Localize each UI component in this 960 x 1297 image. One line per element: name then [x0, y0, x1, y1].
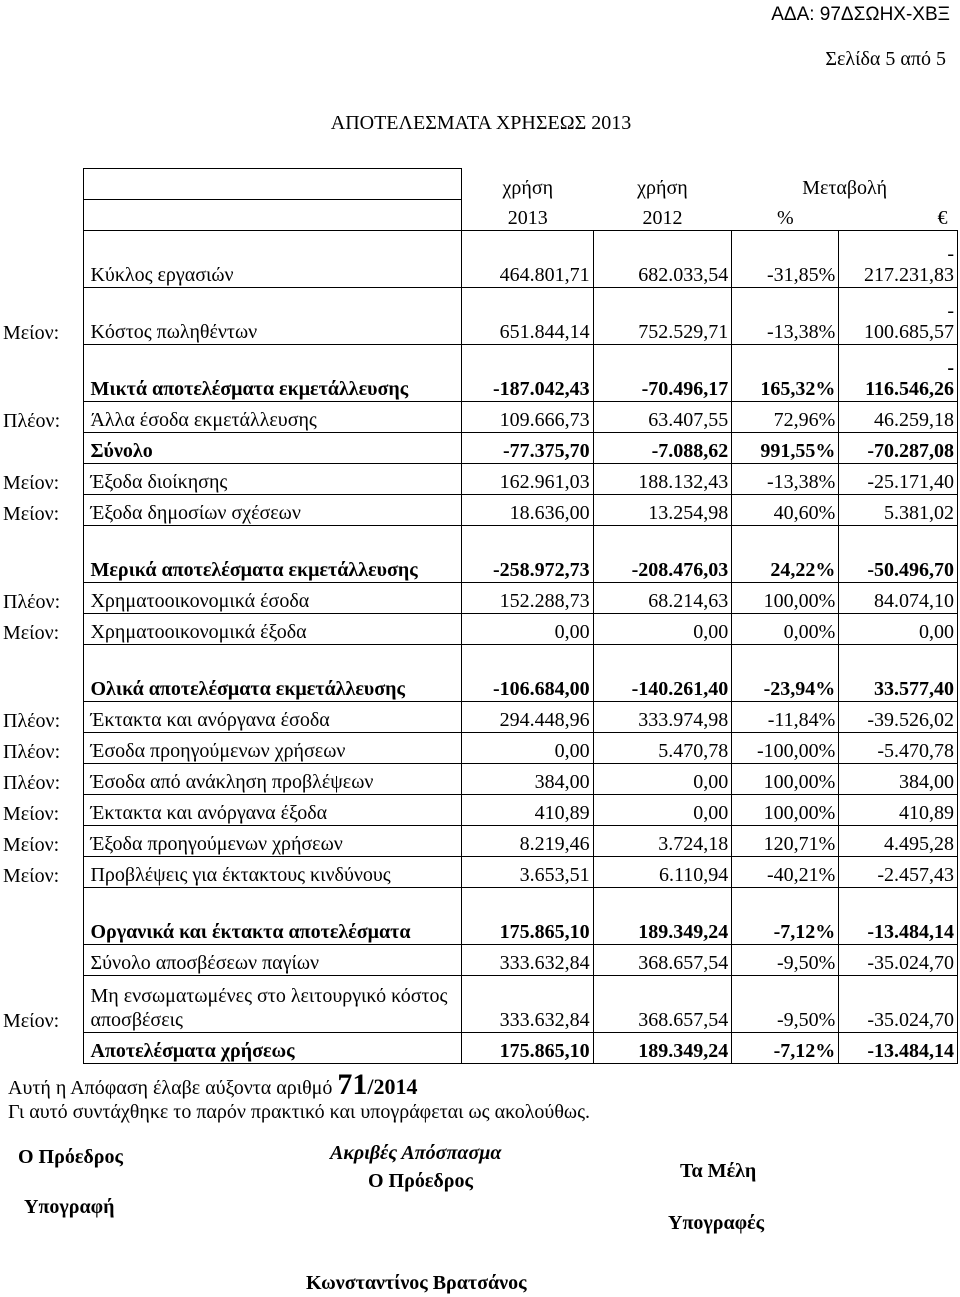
- president-title: Ο Πρόεδρος: [18, 1146, 123, 1168]
- row-description: Έσοδα προηγούμενων χρήσεων: [84, 733, 462, 764]
- table-row: [0, 733, 958, 764]
- change-percent: -9,50%: [732, 945, 839, 976]
- row-label: Πλέον:: [3, 740, 61, 763]
- col-header-eur: €: [937, 207, 948, 229]
- decision-line: Αυτή η Απόφαση έλαβε αύξοντα αριθμό 71/2014: [8, 1068, 418, 1101]
- change-euro: -25.171,40: [839, 464, 958, 495]
- value-2012: -140.261,40: [593, 645, 732, 702]
- change-euro: 410,89: [839, 795, 958, 826]
- value-2012: 752.529,71: [593, 288, 732, 345]
- value-2013: 152.288,73: [462, 583, 593, 614]
- value-2013: 175.865,10: [462, 888, 593, 945]
- president-signature: Υπογραφή: [24, 1196, 115, 1218]
- row-label: [0, 526, 84, 583]
- value-2012: 189.349,24: [593, 888, 732, 945]
- change-percent: 72,96%: [732, 402, 839, 433]
- negative-dash: -: [947, 243, 954, 265]
- table-row: [0, 795, 958, 826]
- value-2012: 68.214,63: [593, 583, 732, 614]
- change-percent: -7,12%: [732, 888, 839, 945]
- value-2012: 5.470,78: [593, 733, 732, 764]
- change-euro: -5.470,78: [839, 733, 958, 764]
- row-label: Μείον:: [3, 1009, 60, 1032]
- row-description: Προβλέψεις για έκτακτους κινδύνους: [84, 857, 462, 888]
- closing-line: Γι αυτό συντάχθηκε το παρόν πρακτικό και υπογράφεται ως ακολούθως.: [8, 1101, 590, 1123]
- negative-dash: -: [947, 357, 954, 379]
- change-euro: - 116.546,26: [839, 345, 958, 402]
- row-label: Μείον:: [3, 321, 60, 344]
- value-2012: 13.254,98: [593, 495, 732, 526]
- row-description: Μικτά αποτελέσματα εκμετάλλευσης: [84, 345, 462, 402]
- value-2012: 6.110,94: [593, 857, 732, 888]
- row-description: Έσοδα από ανάκληση προβλέψεων: [84, 764, 462, 795]
- row-label: Πλέον:: [3, 409, 61, 432]
- value-2012: 0,00: [593, 795, 732, 826]
- table-row: [0, 945, 958, 976]
- document-title: ΑΠΟΤΕΛΕΣΜΑΤΑ ΧΡΗΣΕΩΣ 2013: [330, 112, 632, 134]
- value-2012: 189.349,24: [593, 1033, 732, 1064]
- change-euro: 5.381,02: [839, 495, 958, 526]
- row-description: Έξοδα προηγούμενων χρήσεων: [84, 826, 462, 857]
- change-percent: -9,50%: [732, 976, 839, 1033]
- change-euro: 33.577,40: [839, 645, 958, 702]
- exact-copy-label: Ακριβές Απόσπασμα: [330, 1142, 502, 1164]
- change-euro: -2.457,43: [839, 857, 958, 888]
- table-row: [0, 764, 958, 795]
- page-number: Σελίδα 5 από 5: [825, 48, 946, 70]
- col-header-pct: %: [776, 207, 794, 229]
- row-description: Άλλα έσοδα εκμετάλλευσης: [84, 402, 462, 433]
- table-row: [0, 495, 958, 526]
- value-2013: 18.636,00: [462, 495, 593, 526]
- change-percent: 120,71%: [732, 826, 839, 857]
- decision-year: /2014: [367, 1074, 418, 1099]
- row-label: Πλέον:: [3, 709, 61, 732]
- row-description: Οργανικά και έκτακτα αποτελέσματα: [84, 888, 462, 945]
- row-label: Μείον:: [3, 471, 60, 494]
- value-2012: 3.724,18: [593, 826, 732, 857]
- header-row-2: [0, 200, 958, 231]
- value-2012: 368.657,54: [593, 945, 732, 976]
- table-row: [0, 645, 958, 702]
- table-row: [0, 464, 958, 495]
- decision-number: 71: [337, 1068, 368, 1101]
- value-2013: -77.375,70: [462, 433, 593, 464]
- table-row: [0, 231, 958, 288]
- table-row: [0, 526, 958, 583]
- value-2013: 410,89: [462, 795, 593, 826]
- value-2013: 384,00: [462, 764, 593, 795]
- results-table: [0, 168, 958, 1064]
- change-euro: -13.484,14: [839, 1033, 958, 1064]
- row-label: [0, 1033, 84, 1064]
- row-description: Χρηματοοικονομικά έσοδα: [84, 583, 462, 614]
- row-label: Μείον:: [3, 864, 60, 887]
- table-row: [0, 826, 958, 857]
- change-euro: 46.259,18: [839, 402, 958, 433]
- change-percent: 40,60%: [732, 495, 839, 526]
- change-percent: -7,12%: [732, 1033, 839, 1064]
- row-label: [0, 231, 84, 288]
- change-percent: 100,00%: [732, 795, 839, 826]
- table-row: [0, 1033, 958, 1064]
- value-2013: 175.865,10: [462, 1033, 593, 1064]
- change-euro: 0,00: [839, 614, 958, 645]
- value-2013: 333.632,84: [462, 945, 593, 976]
- value-2013: 109.666,73: [462, 402, 593, 433]
- change-euro: - 100.685,57: [839, 288, 958, 345]
- change-euro: -35.024,70: [839, 976, 958, 1033]
- col-header-change: Μεταβολή: [802, 176, 888, 199]
- row-label: [0, 645, 84, 702]
- value-2012: 0,00: [593, 764, 732, 795]
- value-2013: 0,00: [462, 614, 593, 645]
- change-euro: 384,00: [839, 764, 958, 795]
- change-percent: 0,00%: [732, 614, 839, 645]
- table-row: [0, 976, 958, 1033]
- members-title: Τα Μέλη: [680, 1160, 757, 1182]
- header-row-1: [0, 169, 958, 200]
- value-2012: 333.974,98: [593, 702, 732, 733]
- value-2012: -208.476,03: [593, 526, 732, 583]
- table-row: [0, 345, 958, 402]
- change-euro: -13.484,14: [839, 888, 958, 945]
- change-euro: - 217.231,83: [839, 231, 958, 288]
- change-percent: -100,00%: [732, 733, 839, 764]
- value-2013: 294.448,96: [462, 702, 593, 733]
- value-2013: 333.632,84: [462, 976, 593, 1033]
- value-2013: 162.961,03: [462, 464, 593, 495]
- value-2012: -70.496,17: [593, 345, 732, 402]
- change-percent: 100,00%: [732, 583, 839, 614]
- row-label: Πλέον:: [3, 771, 61, 794]
- row-description: Έξοδα δημοσίων σχέσεων: [84, 495, 462, 526]
- row-label: [0, 945, 84, 976]
- row-description: Χρηματοοικονομικά έξοδα: [84, 614, 462, 645]
- row-label: Μείον:: [3, 833, 60, 856]
- value-2013: -187.042,43: [462, 345, 593, 402]
- change-euro: -70.287,08: [839, 433, 958, 464]
- table-row: [0, 702, 958, 733]
- row-label: Πλέον:: [3, 590, 61, 613]
- table-row: [0, 614, 958, 645]
- value-2012: 63.407,55: [593, 402, 732, 433]
- col-header-2013-label: χρήση: [502, 176, 554, 199]
- value-2013: -106.684,00: [462, 645, 593, 702]
- members-signatures: Υπογραφές: [668, 1212, 765, 1234]
- table-row: [0, 288, 958, 345]
- change-percent: -11,84%: [732, 702, 839, 733]
- row-description: Κύκλος εργασιών: [84, 231, 462, 288]
- change-euro: -50.496,70: [839, 526, 958, 583]
- change-euro: -35.024,70: [839, 945, 958, 976]
- value-2012: 188.132,43: [593, 464, 732, 495]
- row-description: Σύνολο αποσβέσεων παγίων: [84, 945, 462, 976]
- change-percent: -13,38%: [732, 288, 839, 345]
- value-2013: 0,00: [462, 733, 593, 764]
- negative-dash: -: [947, 300, 954, 322]
- row-label: [0, 433, 84, 464]
- value-2012: 368.657,54: [593, 976, 732, 1033]
- change-percent: 24,22%: [732, 526, 839, 583]
- change-percent: -23,94%: [732, 645, 839, 702]
- value-2012: -7.088,62: [593, 433, 732, 464]
- change-euro: 84.074,10: [839, 583, 958, 614]
- row-description: Έκτακτα και ανόργανα έξοδα: [84, 795, 462, 826]
- row-label: [0, 888, 84, 945]
- table-row: [0, 433, 958, 464]
- col-header-2012-label: χρήση: [637, 176, 688, 199]
- president-name: Κωνσταντίνος Βρατσάνος: [306, 1272, 527, 1294]
- col-header-2012: 2012: [642, 207, 683, 229]
- president-title-2: Ο Πρόεδρος: [368, 1170, 473, 1192]
- row-description: Σύνολο: [84, 433, 462, 464]
- value-2013: 464.801,71: [462, 231, 593, 288]
- row-description: Κόστος πωληθέντων: [84, 288, 462, 345]
- row-label: Μείον:: [3, 502, 60, 525]
- change-euro: -39.526,02: [839, 702, 958, 733]
- row-label: Μείον:: [3, 802, 60, 825]
- value-2012: 0,00: [593, 614, 732, 645]
- change-percent: 100,00%: [732, 764, 839, 795]
- table-row: [0, 888, 958, 945]
- row-description: Αποτελέσματα χρήσεως: [84, 1033, 462, 1064]
- value-2013: 651.844,14: [462, 288, 593, 345]
- value-2012: 682.033,54: [593, 231, 732, 288]
- change-percent: 991,55%: [732, 433, 839, 464]
- ada-code: ΑΔΑ: 97ΔΣΩΗΧ-ΧΒΞ: [771, 4, 950, 25]
- change-euro: 4.495,28: [839, 826, 958, 857]
- change-percent: -31,85%: [732, 231, 839, 288]
- table-row: [0, 583, 958, 614]
- col-header-2013: 2013: [507, 207, 548, 229]
- row-description: Μερικά αποτελέσματα εκμετάλλευσης: [84, 526, 462, 583]
- row-description: Ολικά αποτελέσματα εκμετάλλευσης: [84, 645, 462, 702]
- row-label: Μείον:: [3, 621, 60, 644]
- row-description: Έκτακτα και ανόργανα έσοδα: [84, 702, 462, 733]
- value-2013: 8.219,46: [462, 826, 593, 857]
- change-percent: -40,21%: [732, 857, 839, 888]
- value-2013: -258.972,73: [462, 526, 593, 583]
- table-row: [0, 857, 958, 888]
- change-percent: 165,32%: [732, 345, 839, 402]
- table-row: [0, 402, 958, 433]
- row-description: Μη ενσωματωμένες στο λειτουργικό κόστος αποσβέσεις: [84, 976, 462, 1033]
- value-2013: 3.653,51: [462, 857, 593, 888]
- row-description: Έξοδα διοίκησης: [84, 464, 462, 495]
- row-label: [0, 345, 84, 402]
- change-percent: -13,38%: [732, 464, 839, 495]
